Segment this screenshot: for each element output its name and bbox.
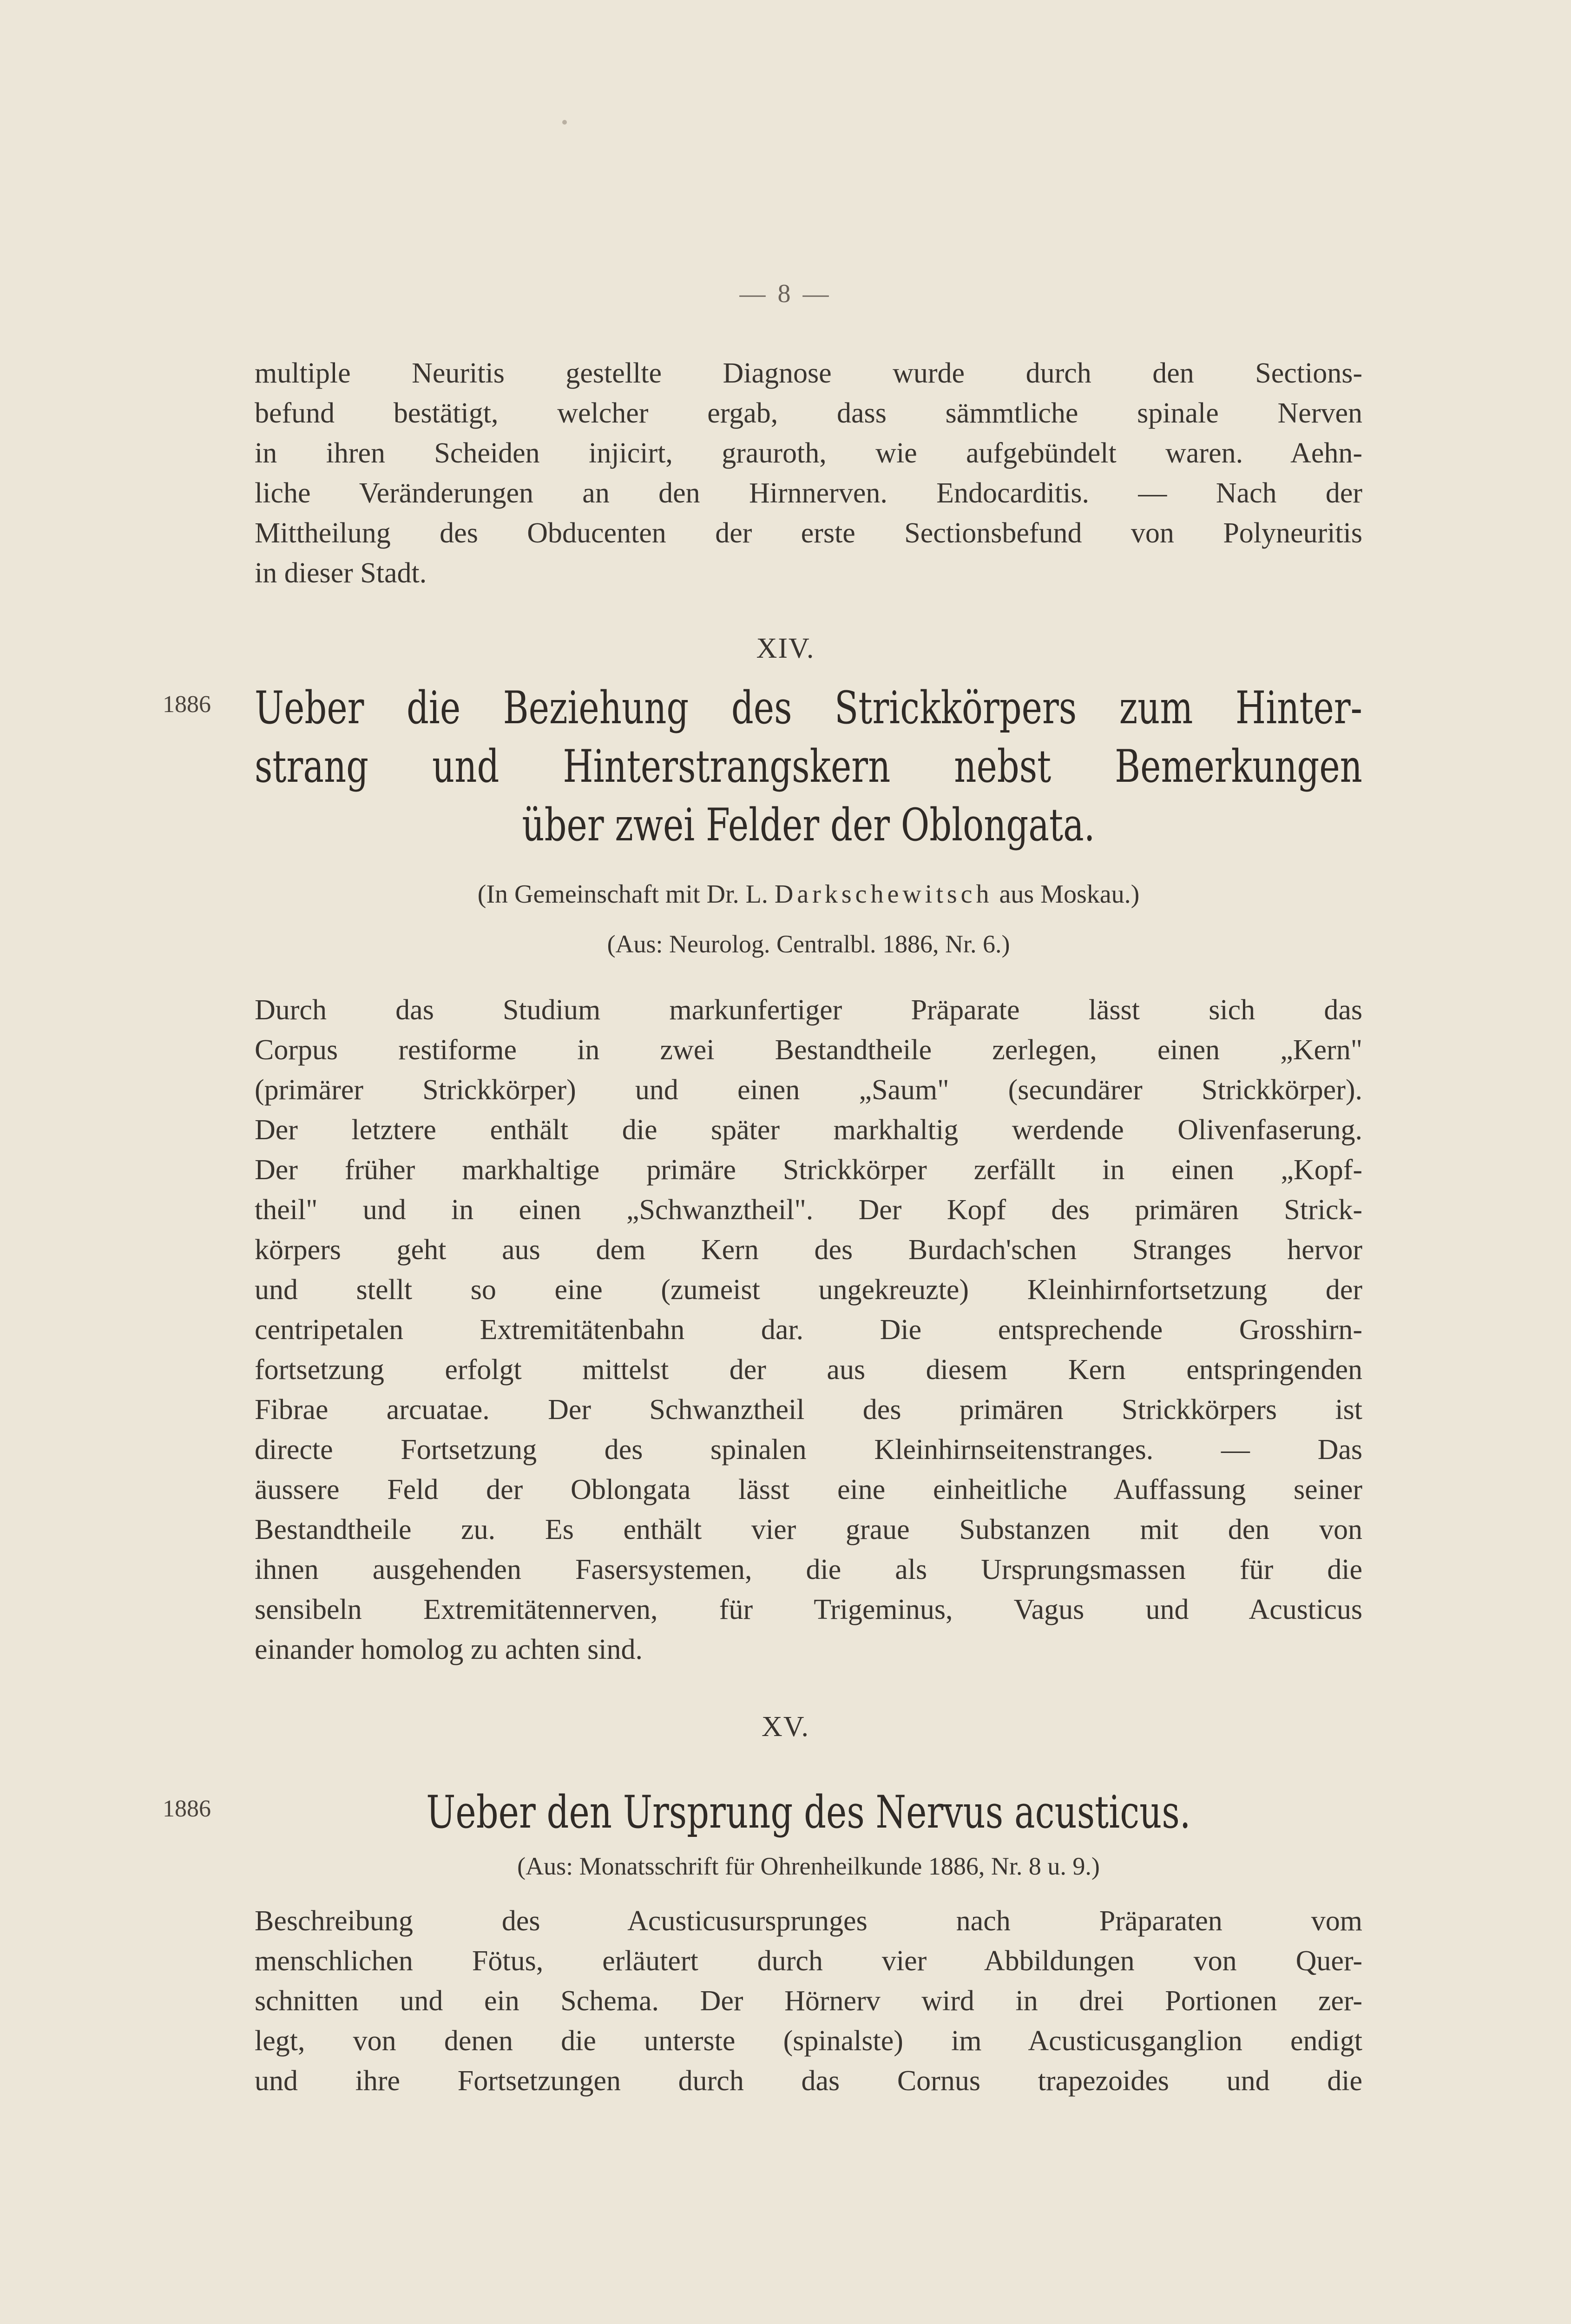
- text-line: einander homolog zu achten sind.: [255, 1634, 643, 1665]
- text-line: directe Fortsetzung des spinalen Kleinhirnseitenstranges. — Das: [255, 1434, 1362, 1466]
- text-line: Corpus restiforme in zwei Bestandtheile zerlegen, einen „Kern": [255, 1034, 1362, 1066]
- intro-paragraph: [255, 353, 1362, 593]
- text-line: theil" und in einen „Schwanztheil". Der Kopf des primären Strick-: [255, 1194, 1362, 1226]
- text-line: Fibrae arcuatae. Der Schwanztheil des primären Strickkörpers ist: [255, 1394, 1362, 1426]
- title-line: strang und Hinterstrangskern nebst Bemerkungen: [255, 740, 1362, 792]
- text-line: multiple Neuritis gestellte Diagnose wurde durch den Sections-: [255, 357, 1362, 389]
- text-line: Durch das Studium markunfertiger Präparate lässt sich das: [255, 994, 1362, 1026]
- text-line: in dieser Stadt.: [255, 557, 427, 589]
- collab-name: Darkschewitsch: [774, 880, 993, 909]
- section-xv-numeral: XV.: [761, 1711, 810, 1743]
- text-line: Der letztere enthält die später markhaltig werdende Olivenfaserung.: [255, 1114, 1362, 1146]
- text-line: und stellt so eine (zumeist ungekreuzte) Kleinhirnfortsetzung der: [255, 1274, 1362, 1306]
- text-line: Beschreibung des Acusticusursprunges nach Präparaten vom: [255, 1905, 1362, 1937]
- text-line: ihnen ausgehenden Fasersystemen, die als Ursprungsmassen für die: [255, 1554, 1362, 1585]
- text-line: Bestandtheile zu. Es enthält vier graue Substanzen mit den von: [255, 1514, 1362, 1545]
- collab-prefix: (In Gemeinschaft mit Dr. L.: [477, 880, 768, 909]
- text-line: liche Veränderungen an den Hirnnerven. Endocarditis. — Nach der: [255, 477, 1362, 509]
- text-line: sensibeln Extremitätennerven, für Trigeminus, Vagus und Acusticus: [255, 1594, 1362, 1625]
- section-xv-body: [255, 1901, 1362, 2101]
- text-line: äussere Feld der Oblongata lässt eine einheitliche Auffassung seiner: [255, 1474, 1362, 1505]
- text-line: befund bestätigt, welcher ergab, dass sämmtliche spinale Nerven: [255, 397, 1362, 429]
- title-line: über zwei Felder der Oblongata.: [522, 799, 1095, 851]
- section-xiv-source: (Aus: Neurolog. Centralbl. 1886, Nr. 6.): [607, 930, 1010, 958]
- text-line: Der früher markhaltige primäre Strickkörper zerfällt in einen „Kopf-: [255, 1154, 1362, 1186]
- section-xiv-body: [255, 990, 1362, 1670]
- text-line: Mittheilung des Obducenten der erste Sectionsbefund von Polyneuritis: [255, 517, 1362, 549]
- page-number: — 8 —: [739, 279, 832, 308]
- section-xiv-year: 1886: [163, 691, 211, 718]
- text-line: menschlichen Fötus, erläutert durch vier Abbildungen von Quer-: [255, 1945, 1362, 1977]
- collab-suffix: aus Moskau.): [999, 880, 1140, 909]
- text-line: fortsetzung erfolgt mittelst der aus diesem Kern entspringenden: [255, 1354, 1362, 1386]
- section-xiv-collaboration: [255, 879, 1362, 909]
- text-line: körpers geht aus dem Kern des Burdach'schen Stranges hervor: [255, 1234, 1362, 1266]
- text-line: schnitten und ein Schema. Der Hörnerv wird in drei Portionen zer-: [255, 1985, 1362, 2017]
- title-line: Ueber die Beziehung des Strickkörpers zum Hinter-: [255, 682, 1362, 734]
- section-xv-year: 1886: [163, 1796, 211, 1822]
- section-xv-title-block: [255, 1783, 1362, 1842]
- text-line: und ihre Fortsetzungen durch das Cornus trapezoides und die: [255, 2065, 1362, 2097]
- scan-speck: [562, 120, 567, 125]
- text-line: in ihren Scheiden injicirt, grauroth, wie aufgebündelt waren. Aehn-: [255, 437, 1362, 469]
- section-xiv-title: [255, 679, 1362, 854]
- section-xv-source: (Aus: Monatsschrift für Ohrenheilkunde 1886, Nr. 8 u. 9.): [517, 1852, 1100, 1880]
- section-xiv-numeral: XIV.: [756, 633, 815, 664]
- text-line: legt, von denen die unterste (spinalste) im Acusticusganglion endigt: [255, 2025, 1362, 2057]
- text-line: (primärer Strickkörper) und einen „Saum" (secundärer Strickkörper).: [255, 1074, 1362, 1106]
- text-line: centripetalen Extremitätenbahn dar. Die entsprechende Grosshirn-: [255, 1314, 1362, 1346]
- section-xv-title: Ueber den Ursprung des Nervus acusticus.: [426, 1786, 1191, 1838]
